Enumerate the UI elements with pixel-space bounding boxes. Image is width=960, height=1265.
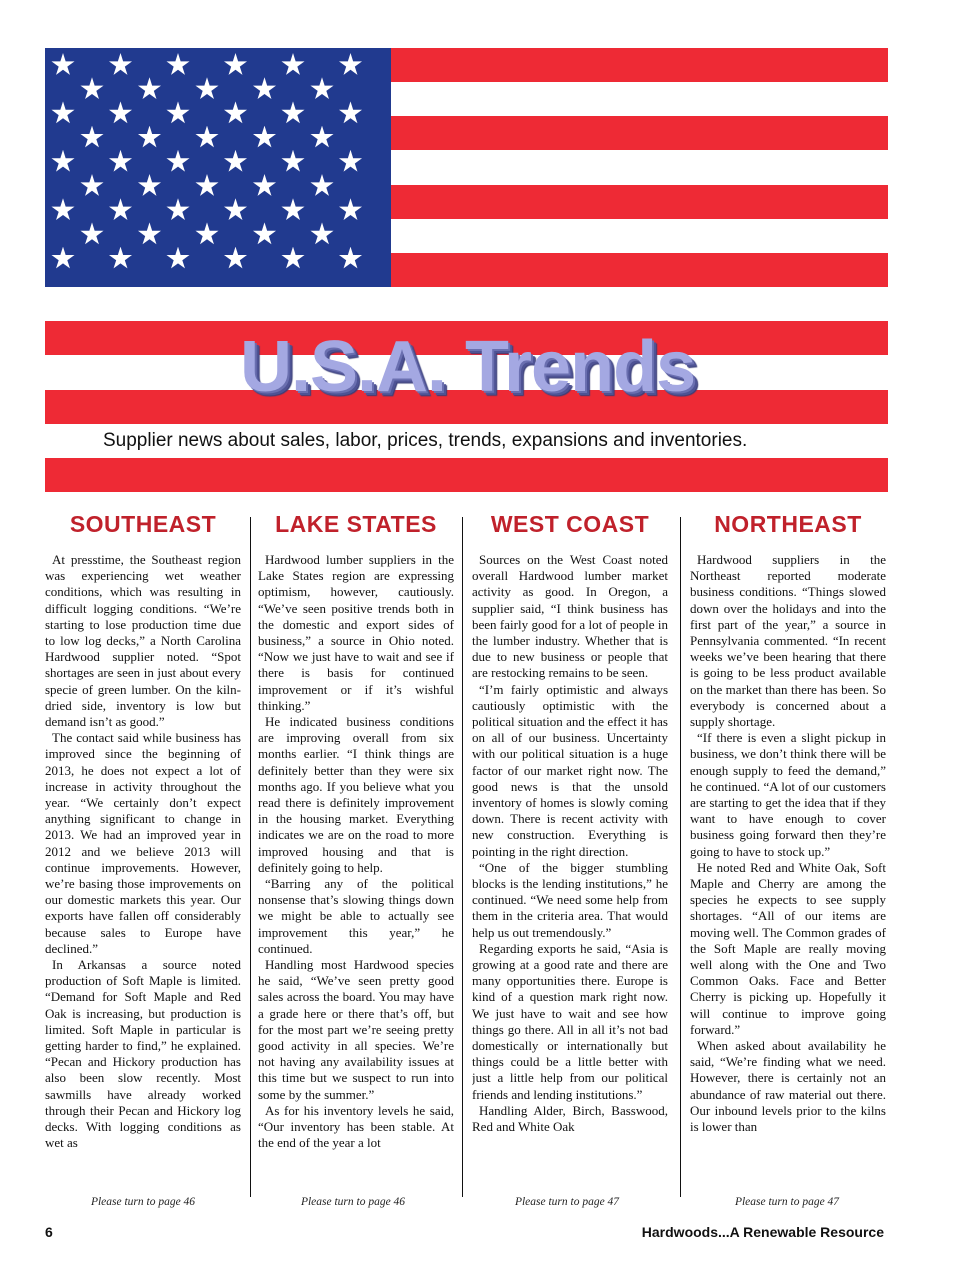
star-icon xyxy=(310,77,334,101)
continuation-note: Please turn to page 46 xyxy=(300,1196,406,1208)
column-divider xyxy=(462,517,463,1197)
star-icon xyxy=(138,126,162,150)
paragraph: As for his inventory levels he said, “Our inventory has been stable. At the end of the year a lot xyxy=(258,1102,454,1151)
star-icon xyxy=(138,77,162,101)
star-icon xyxy=(224,53,248,77)
column-body xyxy=(258,552,454,1174)
star-icon xyxy=(224,150,248,174)
star-icon xyxy=(281,150,305,174)
paragraph: “One of the bigger stumbling blocks is the lending institutions,” he continued. “We need some help from them in the criteria area. That would help us out tremendously.” xyxy=(472,859,668,940)
star-icon xyxy=(138,222,162,246)
flag-stripe xyxy=(45,458,888,492)
star-icon xyxy=(281,198,305,222)
star-icon xyxy=(281,53,305,77)
page-subtitle: Supplier news about sales, labor, prices, trends, expansions and inventories. xyxy=(103,430,748,451)
star-icon xyxy=(166,150,190,174)
column-heading: LAKE STATES xyxy=(275,511,437,537)
star-icon xyxy=(224,247,248,271)
paragraph: Hardwood lumber suppliers in the Lake States region are expressing optimism, however, cautiously. “We’ve seen positive trends both in the domestic and export sides of business,” a source in Ohio noted. “Now we just have to wait and see if there is basis for continued improvement or if it’s wishful thinking.” xyxy=(258,551,454,713)
star-icon xyxy=(224,198,248,222)
star-icon xyxy=(51,101,75,125)
column-body xyxy=(45,552,241,1174)
flag-canton xyxy=(45,48,391,287)
publication-name: Hardwoods...A Renewable Resource xyxy=(641,1224,884,1240)
star-icon xyxy=(51,198,75,222)
column-heading: SOUTHEAST xyxy=(69,511,217,537)
flag-stars xyxy=(45,48,391,287)
paragraph: “Barring any of the political nonsense that’s slowing things down we might be able to actually see improvement this year,” he continued. xyxy=(258,875,454,956)
star-icon xyxy=(166,53,190,77)
star-icon xyxy=(80,77,104,101)
continuation-note: Please turn to page 46 xyxy=(90,1196,196,1208)
paragraph: When asked about availability he said, “We’re finding what we need. However, there is certainly not an abundance of raw material out there. Our inbound levels prior to the kilns is lower than xyxy=(690,1037,886,1134)
star-icon xyxy=(339,53,363,77)
star-icon xyxy=(195,126,219,150)
column-west-coast xyxy=(472,510,668,1174)
star-icon xyxy=(281,101,305,125)
star-icon xyxy=(253,174,277,198)
paragraph: In Arkansas a source noted production of Soft Maple is limited. “Demand for Soft Maple and Red Oak is increasing, but production is limited. Soft Maple in particular is getting harder to find,” he explained. “Pecan and Hickory production has also been slow recently. Most sawmills have already worked through their Pecan and Hickory log decks. With logging conditions as wet as xyxy=(45,956,241,1151)
column-body xyxy=(472,552,668,1174)
star-icon xyxy=(51,150,75,174)
column-body xyxy=(690,552,886,1174)
star-icon xyxy=(195,77,219,101)
paragraph: He noted Red and White Oak, Soft Maple and Cherry are among the species he expects to see supply shortages. “All of our items are moving well. The Common grades of the Soft Maple are really moving well along with the One and Two Common Oaks. Face and Better Cherry is picking up. Hopefully it will continue to improve going forward.” xyxy=(690,859,886,1037)
continuation-note: Please turn to page 47 xyxy=(734,1196,840,1208)
star-icon xyxy=(339,198,363,222)
star-icon xyxy=(281,247,305,271)
star-icon xyxy=(51,247,75,271)
paragraph: “I’m fairly optimistic and always cautiously optimistic with the political situation and the effect it has on all of our business. Uncertainty with our political situation is a huge factor of our market right now. The good news is that the unsold inventory of homes is slowly coming down. There is recent activity with new construction. Everything is pointing in the right direction. xyxy=(472,681,668,859)
star-icon xyxy=(339,247,363,271)
paragraph: Hardwood suppliers in the Northeast reported moderate business conditions. “Things slowed down over the holidays and into the first part of the year,” a source in Pennsylvania commented. “In recent weeks we’ve been hearing that there is going to be less product available on the market than there has been. So everybody is concerned about a supply shortage. xyxy=(690,551,886,729)
column-heading: NORTHEAST xyxy=(714,511,862,537)
column-heading: WEST COAST xyxy=(490,511,650,537)
page-number: 6 xyxy=(45,1224,53,1240)
column-divider xyxy=(250,517,251,1197)
paragraph: At presstime, the Southeast region was experiencing wet weather conditions, which was resulting in difficult logging conditions. “We’re starting to lose production time due to low log decks,” a North Carolina Hardwood supplier noted. “Spot shortages are seen in just about every specie of green lumber. On the kiln-dried side, inventory is low but demand isn’t as good.” xyxy=(45,551,241,729)
paragraph: Regarding exports he said, “Asia is growing at a good rate and there are many opportunities there. Europe is kind of a question mark right now. We just have to wait and see how things go there. All in all it’s not bad domestically or internationally but things could be a little better with just a little help from our political friends and lending institutions.” xyxy=(472,940,668,1102)
star-icon xyxy=(195,174,219,198)
star-icon xyxy=(166,247,190,271)
star-icon xyxy=(310,126,334,150)
star-icon xyxy=(253,126,277,150)
star-icon xyxy=(80,222,104,246)
continuation-note: Please turn to page 47 xyxy=(514,1196,620,1208)
star-icon xyxy=(253,222,277,246)
star-icon xyxy=(339,150,363,174)
paragraph: “If there is even a slight pickup in business, we don’t think there will be enough supply to feed the demand,” he continued. “A lot of our customers are starting to get the idea that if they want to have enough to cover business going forward then they’re going to have to stock up.” xyxy=(690,730,886,859)
paragraph: Handling Alder, Birch, Basswood, Red and White Oak xyxy=(472,1102,668,1134)
star-icon xyxy=(253,77,277,101)
star-icon xyxy=(109,247,133,271)
star-icon xyxy=(51,53,75,77)
star-icon xyxy=(195,222,219,246)
star-icon xyxy=(310,222,334,246)
column-lake-states xyxy=(258,510,454,1174)
column-southeast xyxy=(45,510,241,1174)
star-icon xyxy=(138,174,162,198)
paragraph: The contact said while business has improved since the beginning of 2013, he does not expect a lot of increase in activity throughout the year. “We certainly don’t expect anything significant to change in 2013. We had an improved year in 2012 and we believe 2013 will continue improvements. However, we’re basing those improvements on our domestic markets this year. Our exports have fallen off considerably because sales to Europe have declined.” xyxy=(45,730,241,956)
star-icon xyxy=(109,101,133,125)
star-icon xyxy=(109,53,133,77)
star-icon xyxy=(109,198,133,222)
page-title: U.S.A. Trends xyxy=(240,327,696,407)
star-icon xyxy=(339,101,363,125)
paragraph: Handling most Hardwood species he said, “We’ve seen pretty good sales across the board. You may have a grade here or there that’s off, but for the most part we’re seeing pretty good activity in all species. We’re not having any availability issues at this time but we suspect to run into some by the summer.” xyxy=(258,956,454,1102)
flag-banner xyxy=(45,48,888,492)
star-icon xyxy=(80,126,104,150)
star-icon xyxy=(310,174,334,198)
star-icon xyxy=(80,174,104,198)
column-divider xyxy=(680,517,681,1197)
star-icon xyxy=(166,198,190,222)
star-icon xyxy=(224,101,248,125)
star-icon xyxy=(109,150,133,174)
column-northeast xyxy=(690,510,886,1174)
paragraph: Sources on the West Coast noted overall Hardwood lumber market activity as good. In Oregon, a supplier said, “I think business has been fairly good for a lot of people in the lumber industry. Whether that is due to new business or people that are restocking remains to be seen. xyxy=(472,551,668,681)
star-icon xyxy=(166,101,190,125)
paragraph: He indicated business conditions are improving overall from six months earlier. “I think things are definitely better than they were six months ago. If you believe what you read there is definitely improvement in the housing market. Everything indicates we are on the road to more improved housing and that is definitely going to help. xyxy=(258,713,454,875)
